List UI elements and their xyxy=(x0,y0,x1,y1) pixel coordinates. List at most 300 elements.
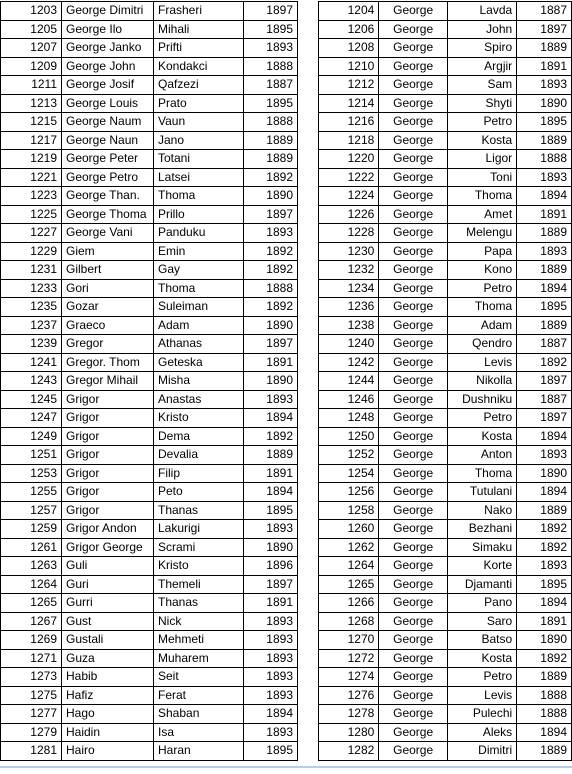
year-cell[interactable]: 1889 xyxy=(244,150,298,169)
last-name-cell[interactable]: Kosta xyxy=(447,649,516,668)
id-cell[interactable]: 1208 xyxy=(319,39,379,58)
year-cell[interactable]: 1897 xyxy=(517,372,572,391)
id-cell[interactable]: 1257 xyxy=(1,501,62,520)
last-name-cell[interactable]: Prato xyxy=(154,94,244,113)
first-name-cell[interactable]: George xyxy=(379,261,448,280)
last-name-cell[interactable]: Frasheri xyxy=(154,2,244,21)
id-cell[interactable]: 1249 xyxy=(1,427,62,446)
first-name-cell[interactable]: George xyxy=(379,742,448,761)
first-name-cell[interactable]: George xyxy=(379,501,448,520)
id-cell[interactable]: 1233 xyxy=(1,279,62,298)
year-cell[interactable]: 1893 xyxy=(244,224,298,243)
first-name-cell[interactable]: George xyxy=(379,94,448,113)
year-cell[interactable]: 1887 xyxy=(517,390,572,409)
last-name-cell[interactable]: Petro xyxy=(447,113,516,132)
last-name-cell[interactable]: Pano xyxy=(447,594,516,613)
last-name-cell[interactable]: Nikolla xyxy=(447,372,516,391)
first-name-cell[interactable]: George xyxy=(379,575,448,594)
last-name-cell[interactable]: Thoma xyxy=(154,187,244,206)
year-cell[interactable]: 1895 xyxy=(517,298,572,317)
first-name-cell[interactable]: George xyxy=(379,557,448,576)
year-cell[interactable]: 1892 xyxy=(244,242,298,261)
last-name-cell[interactable]: Thoma xyxy=(447,464,516,483)
last-name-cell[interactable]: Simaku xyxy=(447,538,516,557)
first-name-cell[interactable]: George xyxy=(379,464,448,483)
id-cell[interactable]: 1246 xyxy=(319,390,379,409)
id-cell[interactable]: 1276 xyxy=(319,686,379,705)
first-name-cell[interactable]: Gurri xyxy=(62,594,154,613)
year-cell[interactable]: 1893 xyxy=(517,242,572,261)
id-cell[interactable]: 1278 xyxy=(319,705,379,724)
last-name-cell[interactable]: Muharem xyxy=(154,649,244,668)
last-name-cell[interactable]: Qendro xyxy=(447,335,516,354)
first-name-cell[interactable]: George xyxy=(379,649,448,668)
year-cell[interactable]: 1893 xyxy=(517,76,572,95)
first-name-cell[interactable]: Grigor xyxy=(62,390,154,409)
id-cell[interactable]: 1206 xyxy=(319,20,379,39)
first-name-cell[interactable]: George xyxy=(379,390,448,409)
id-cell[interactable]: 1270 xyxy=(319,631,379,650)
year-cell[interactable]: 1895 xyxy=(517,113,572,132)
id-cell[interactable]: 1279 xyxy=(1,723,62,742)
id-cell[interactable]: 1266 xyxy=(319,594,379,613)
id-cell[interactable]: 1239 xyxy=(1,335,62,354)
year-cell[interactable]: 1892 xyxy=(517,520,572,539)
year-cell[interactable]: 1891 xyxy=(517,57,572,76)
id-cell[interactable]: 1243 xyxy=(1,372,62,391)
last-name-cell[interactable]: Saro xyxy=(447,612,516,631)
year-cell[interactable]: 1897 xyxy=(244,2,298,21)
id-cell[interactable]: 1234 xyxy=(319,279,379,298)
id-cell[interactable]: 1224 xyxy=(319,187,379,206)
year-cell[interactable]: 1893 xyxy=(517,168,572,187)
last-name-cell[interactable]: Anastas xyxy=(154,390,244,409)
id-cell[interactable]: 1237 xyxy=(1,316,62,335)
first-name-cell[interactable]: George Peter xyxy=(62,150,154,169)
first-name-cell[interactable]: George Naum xyxy=(62,113,154,132)
last-name-cell[interactable]: Thanas xyxy=(154,501,244,520)
year-cell[interactable]: 1889 xyxy=(517,742,572,761)
id-cell[interactable]: 1236 xyxy=(319,298,379,317)
first-name-cell[interactable]: George xyxy=(379,20,448,39)
first-name-cell[interactable]: George xyxy=(379,686,448,705)
id-cell[interactable]: 1250 xyxy=(319,427,379,446)
last-name-cell[interactable]: Sam xyxy=(447,76,516,95)
year-cell[interactable]: 1888 xyxy=(517,705,572,724)
year-cell[interactable]: 1897 xyxy=(244,205,298,224)
year-cell[interactable]: 1894 xyxy=(517,483,572,502)
last-name-cell[interactable]: Prillo xyxy=(154,205,244,224)
id-cell[interactable]: 1247 xyxy=(1,409,62,428)
year-cell[interactable]: 1893 xyxy=(244,39,298,58)
first-name-cell[interactable]: George Janko xyxy=(62,39,154,58)
year-cell[interactable]: 1889 xyxy=(517,39,572,58)
id-cell[interactable]: 1244 xyxy=(319,372,379,391)
last-name-cell[interactable]: Toni xyxy=(447,168,516,187)
last-name-cell[interactable]: Kondakci xyxy=(154,57,244,76)
id-cell[interactable]: 1265 xyxy=(319,575,379,594)
id-cell[interactable]: 1205 xyxy=(1,20,62,39)
first-name-cell[interactable]: George Ilo xyxy=(62,20,154,39)
year-cell[interactable]: 1893 xyxy=(244,686,298,705)
first-name-cell[interactable]: Guza xyxy=(62,649,154,668)
id-cell[interactable]: 1263 xyxy=(1,557,62,576)
last-name-cell[interactable]: Levis xyxy=(447,353,516,372)
first-name-cell[interactable]: George xyxy=(379,2,448,21)
id-cell[interactable]: 1215 xyxy=(1,113,62,132)
last-name-cell[interactable]: Papa xyxy=(447,242,516,261)
first-name-cell[interactable]: George xyxy=(379,242,448,261)
last-name-cell[interactable]: Thoma xyxy=(447,187,516,206)
year-cell[interactable]: 1890 xyxy=(244,316,298,335)
last-name-cell[interactable]: Batso xyxy=(447,631,516,650)
first-name-cell[interactable]: Hago xyxy=(62,705,154,724)
last-name-cell[interactable]: Kosta xyxy=(447,131,516,150)
last-name-cell[interactable]: Lakurigi xyxy=(154,520,244,539)
id-cell[interactable]: 1226 xyxy=(319,205,379,224)
last-name-cell[interactable]: Adam xyxy=(154,316,244,335)
year-cell[interactable]: 1897 xyxy=(517,409,572,428)
id-cell[interactable]: 1216 xyxy=(319,113,379,132)
id-cell[interactable]: 1254 xyxy=(319,464,379,483)
first-name-cell[interactable]: George Dimitri xyxy=(62,2,154,21)
first-name-cell[interactable]: George xyxy=(379,353,448,372)
id-cell[interactable]: 1230 xyxy=(319,242,379,261)
first-name-cell[interactable]: George xyxy=(379,224,448,243)
first-name-cell[interactable]: George xyxy=(379,205,448,224)
id-cell[interactable]: 1275 xyxy=(1,686,62,705)
year-cell[interactable]: 1890 xyxy=(244,187,298,206)
first-name-cell[interactable]: George xyxy=(379,113,448,132)
last-name-cell[interactable]: Nick xyxy=(154,612,244,631)
last-name-cell[interactable]: Shyti xyxy=(447,94,516,113)
first-name-cell[interactable]: George xyxy=(379,483,448,502)
id-cell[interactable]: 1280 xyxy=(319,723,379,742)
last-name-cell[interactable]: Kono xyxy=(447,261,516,280)
first-name-cell[interactable]: Grigor Andon xyxy=(62,520,154,539)
last-name-cell[interactable]: John xyxy=(447,20,516,39)
year-cell[interactable]: 1894 xyxy=(517,427,572,446)
id-cell[interactable]: 1218 xyxy=(319,131,379,150)
last-name-cell[interactable]: Dimitri xyxy=(447,742,516,761)
first-name-cell[interactable]: Gust xyxy=(62,612,154,631)
last-name-cell[interactable]: Amet xyxy=(447,205,516,224)
id-cell[interactable]: 1255 xyxy=(1,483,62,502)
last-name-cell[interactable]: Scrami xyxy=(154,538,244,557)
first-name-cell[interactable]: George xyxy=(379,131,448,150)
id-cell[interactable]: 1272 xyxy=(319,649,379,668)
last-name-cell[interactable]: Qafzezi xyxy=(154,76,244,95)
last-name-cell[interactable]: Seit xyxy=(154,668,244,687)
id-cell[interactable]: 1245 xyxy=(1,390,62,409)
first-name-cell[interactable]: George John xyxy=(62,57,154,76)
year-cell[interactable]: 1887 xyxy=(517,2,572,21)
year-cell[interactable]: 1890 xyxy=(517,631,572,650)
first-name-cell[interactable]: Grigor xyxy=(62,464,154,483)
first-name-cell[interactable]: George xyxy=(379,612,448,631)
year-cell[interactable]: 1891 xyxy=(244,594,298,613)
first-name-cell[interactable]: Grigor xyxy=(62,501,154,520)
last-name-cell[interactable]: Prifti xyxy=(154,39,244,58)
year-cell[interactable]: 1894 xyxy=(517,594,572,613)
last-name-cell[interactable]: Thanas xyxy=(154,594,244,613)
first-name-cell[interactable]: Gregor Mihail xyxy=(62,372,154,391)
id-cell[interactable]: 1277 xyxy=(1,705,62,724)
last-name-cell[interactable]: Gay xyxy=(154,261,244,280)
first-name-cell[interactable]: George Than. xyxy=(62,187,154,206)
first-name-cell[interactable]: Grigor xyxy=(62,446,154,465)
id-cell[interactable]: 1210 xyxy=(319,57,379,76)
year-cell[interactable]: 1891 xyxy=(244,353,298,372)
id-cell[interactable]: 1217 xyxy=(1,131,62,150)
id-cell[interactable]: 1227 xyxy=(1,224,62,243)
id-cell[interactable]: 1223 xyxy=(1,187,62,206)
year-cell[interactable]: 1895 xyxy=(244,742,298,761)
id-cell[interactable]: 1264 xyxy=(319,557,379,576)
first-name-cell[interactable]: Habib xyxy=(62,668,154,687)
id-cell[interactable]: 1269 xyxy=(1,631,62,650)
last-name-cell[interactable]: Anton xyxy=(447,446,516,465)
first-name-cell[interactable]: George Naun xyxy=(62,131,154,150)
id-cell[interactable]: 1209 xyxy=(1,57,62,76)
last-name-cell[interactable]: Themeli xyxy=(154,575,244,594)
last-name-cell[interactable]: Mehmeti xyxy=(154,631,244,650)
last-name-cell[interactable]: Adam xyxy=(447,316,516,335)
id-cell[interactable]: 1212 xyxy=(319,76,379,95)
first-name-cell[interactable]: George xyxy=(379,39,448,58)
last-name-cell[interactable]: Petro xyxy=(447,668,516,687)
last-name-cell[interactable]: Lavda xyxy=(447,2,516,21)
id-cell[interactable]: 1238 xyxy=(319,316,379,335)
first-name-cell[interactable]: Grigor George xyxy=(62,538,154,557)
last-name-cell[interactable]: Aleks xyxy=(447,723,516,742)
id-cell[interactable]: 1265 xyxy=(1,594,62,613)
year-cell[interactable]: 1889 xyxy=(244,446,298,465)
first-name-cell[interactable]: George xyxy=(379,631,448,650)
year-cell[interactable]: 1893 xyxy=(517,446,572,465)
first-name-cell[interactable]: George xyxy=(379,427,448,446)
last-name-cell[interactable]: Dushniku xyxy=(447,390,516,409)
last-name-cell[interactable]: Thoma xyxy=(447,298,516,317)
year-cell[interactable]: 1895 xyxy=(244,501,298,520)
year-cell[interactable]: 1887 xyxy=(244,76,298,95)
id-cell[interactable]: 1207 xyxy=(1,39,62,58)
year-cell[interactable]: 1889 xyxy=(517,501,572,520)
last-name-cell[interactable]: Emin xyxy=(154,242,244,261)
year-cell[interactable]: 1892 xyxy=(244,168,298,187)
id-cell[interactable]: 1219 xyxy=(1,150,62,169)
last-name-cell[interactable]: Latsei xyxy=(154,168,244,187)
year-cell[interactable]: 1894 xyxy=(517,279,572,298)
last-name-cell[interactable]: Petro xyxy=(447,279,516,298)
first-name-cell[interactable]: George Petro xyxy=(62,168,154,187)
id-cell[interactable]: 1282 xyxy=(319,742,379,761)
year-cell[interactable]: 1893 xyxy=(244,668,298,687)
first-name-cell[interactable]: Gregor. Thom xyxy=(62,353,154,372)
first-name-cell[interactable]: George xyxy=(379,409,448,428)
id-cell[interactable]: 1253 xyxy=(1,464,62,483)
year-cell[interactable]: 1896 xyxy=(244,557,298,576)
year-cell[interactable]: 1891 xyxy=(517,205,572,224)
year-cell[interactable]: 1894 xyxy=(517,187,572,206)
year-cell[interactable]: 1893 xyxy=(244,631,298,650)
first-name-cell[interactable]: George xyxy=(379,279,448,298)
id-cell[interactable]: 1281 xyxy=(1,742,62,761)
id-cell[interactable]: 1274 xyxy=(319,668,379,687)
year-cell[interactable]: 1888 xyxy=(517,686,572,705)
id-cell[interactable]: 1267 xyxy=(1,612,62,631)
year-cell[interactable]: 1893 xyxy=(244,390,298,409)
last-name-cell[interactable]: Melengu xyxy=(447,224,516,243)
year-cell[interactable]: 1895 xyxy=(244,94,298,113)
first-name-cell[interactable]: Hafiz xyxy=(62,686,154,705)
last-name-cell[interactable]: Tutulani xyxy=(447,483,516,502)
id-cell[interactable]: 1203 xyxy=(1,2,62,21)
first-name-cell[interactable]: George xyxy=(379,150,448,169)
first-name-cell[interactable]: George xyxy=(379,520,448,539)
last-name-cell[interactable]: Totani xyxy=(154,150,244,169)
id-cell[interactable]: 1213 xyxy=(1,94,62,113)
last-name-cell[interactable]: Suleiman xyxy=(154,298,244,317)
year-cell[interactable]: 1893 xyxy=(244,649,298,668)
last-name-cell[interactable]: Djamanti xyxy=(447,575,516,594)
id-cell[interactable]: 1221 xyxy=(1,168,62,187)
first-name-cell[interactable]: George Vani xyxy=(62,224,154,243)
id-cell[interactable]: 1260 xyxy=(319,520,379,539)
year-cell[interactable]: 1890 xyxy=(517,464,572,483)
year-cell[interactable]: 1888 xyxy=(244,113,298,132)
year-cell[interactable]: 1894 xyxy=(244,705,298,724)
last-name-cell[interactable]: Mihali xyxy=(154,20,244,39)
year-cell[interactable]: 1888 xyxy=(244,57,298,76)
first-name-cell[interactable]: George xyxy=(379,705,448,724)
id-cell[interactable]: 1261 xyxy=(1,538,62,557)
last-name-cell[interactable]: Misha xyxy=(154,372,244,391)
first-name-cell[interactable]: Giem xyxy=(62,242,154,261)
last-name-cell[interactable]: Jano xyxy=(154,131,244,150)
year-cell[interactable]: 1893 xyxy=(244,723,298,742)
year-cell[interactable]: 1890 xyxy=(244,372,298,391)
first-name-cell[interactable]: George xyxy=(379,57,448,76)
id-cell[interactable]: 1240 xyxy=(319,335,379,354)
first-name-cell[interactable]: Gori xyxy=(62,279,154,298)
year-cell[interactable]: 1897 xyxy=(517,20,572,39)
first-name-cell[interactable]: Gozar xyxy=(62,298,154,317)
year-cell[interactable]: 1895 xyxy=(517,575,572,594)
id-cell[interactable]: 1231 xyxy=(1,261,62,280)
first-name-cell[interactable]: Graeco xyxy=(62,316,154,335)
first-name-cell[interactable]: George xyxy=(379,538,448,557)
id-cell[interactable]: 1220 xyxy=(319,150,379,169)
year-cell[interactable]: 1892 xyxy=(244,427,298,446)
last-name-cell[interactable]: Spiro xyxy=(447,39,516,58)
first-name-cell[interactable]: George xyxy=(379,668,448,687)
id-cell[interactable]: 1251 xyxy=(1,446,62,465)
year-cell[interactable]: 1890 xyxy=(244,538,298,557)
first-name-cell[interactable]: George xyxy=(379,298,448,317)
first-name-cell[interactable]: George xyxy=(379,446,448,465)
last-name-cell[interactable]: Shaban xyxy=(154,705,244,724)
year-cell[interactable]: 1889 xyxy=(244,131,298,150)
last-name-cell[interactable]: Argjir xyxy=(447,57,516,76)
first-name-cell[interactable]: George Louis xyxy=(62,94,154,113)
first-name-cell[interactable]: George Thoma xyxy=(62,205,154,224)
year-cell[interactable]: 1893 xyxy=(244,612,298,631)
year-cell[interactable]: 1891 xyxy=(244,464,298,483)
first-name-cell[interactable]: George Josif xyxy=(62,76,154,95)
last-name-cell[interactable]: Pulechi xyxy=(447,705,516,724)
year-cell[interactable]: 1889 xyxy=(517,316,572,335)
id-cell[interactable]: 1241 xyxy=(1,353,62,372)
id-cell[interactable]: 1262 xyxy=(319,538,379,557)
first-name-cell[interactable]: Grigor xyxy=(62,427,154,446)
id-cell[interactable]: 1252 xyxy=(319,446,379,465)
last-name-cell[interactable]: Athanas xyxy=(154,335,244,354)
id-cell[interactable]: 1259 xyxy=(1,520,62,539)
first-name-cell[interactable]: George xyxy=(379,168,448,187)
id-cell[interactable]: 1248 xyxy=(319,409,379,428)
first-name-cell[interactable]: George xyxy=(379,187,448,206)
first-name-cell[interactable]: Haidin xyxy=(62,723,154,742)
first-name-cell[interactable]: George xyxy=(379,76,448,95)
year-cell[interactable]: 1889 xyxy=(517,261,572,280)
first-name-cell[interactable]: Grigor xyxy=(62,409,154,428)
id-cell[interactable]: 1225 xyxy=(1,205,62,224)
first-name-cell[interactable]: George xyxy=(379,372,448,391)
first-name-cell[interactable]: Gregor xyxy=(62,335,154,354)
year-cell[interactable]: 1888 xyxy=(244,279,298,298)
year-cell[interactable]: 1890 xyxy=(517,94,572,113)
year-cell[interactable]: 1895 xyxy=(244,20,298,39)
last-name-cell[interactable]: Ferat xyxy=(154,686,244,705)
year-cell[interactable]: 1892 xyxy=(244,298,298,317)
id-cell[interactable]: 1204 xyxy=(319,2,379,21)
year-cell[interactable]: 1893 xyxy=(244,520,298,539)
id-cell[interactable]: 1268 xyxy=(319,612,379,631)
last-name-cell[interactable]: Filip xyxy=(154,464,244,483)
year-cell[interactable]: 1889 xyxy=(517,668,572,687)
last-name-cell[interactable]: Dema xyxy=(154,427,244,446)
id-cell[interactable]: 1264 xyxy=(1,575,62,594)
last-name-cell[interactable]: Isa xyxy=(154,723,244,742)
first-name-cell[interactable]: George xyxy=(379,335,448,354)
year-cell[interactable]: 1894 xyxy=(244,409,298,428)
last-name-cell[interactable]: Levis xyxy=(447,686,516,705)
last-name-cell[interactable]: Geteska xyxy=(154,353,244,372)
year-cell[interactable]: 1889 xyxy=(517,224,572,243)
last-name-cell[interactable]: Panduku xyxy=(154,224,244,243)
id-cell[interactable]: 1242 xyxy=(319,353,379,372)
year-cell[interactable]: 1892 xyxy=(517,353,572,372)
year-cell[interactable]: 1892 xyxy=(517,538,572,557)
id-cell[interactable]: 1222 xyxy=(319,168,379,187)
year-cell[interactable]: 1889 xyxy=(517,131,572,150)
id-cell[interactable]: 1256 xyxy=(319,483,379,502)
year-cell[interactable]: 1892 xyxy=(517,649,572,668)
id-cell[interactable]: 1232 xyxy=(319,261,379,280)
first-name-cell[interactable]: George xyxy=(379,723,448,742)
last-name-cell[interactable]: Haran xyxy=(154,742,244,761)
id-cell[interactable]: 1273 xyxy=(1,668,62,687)
first-name-cell[interactable]: George xyxy=(379,316,448,335)
id-cell[interactable]: 1229 xyxy=(1,242,62,261)
last-name-cell[interactable]: Kristo xyxy=(154,557,244,576)
last-name-cell[interactable]: Ligor xyxy=(447,150,516,169)
last-name-cell[interactable]: Peto xyxy=(154,483,244,502)
year-cell[interactable]: 1888 xyxy=(517,150,572,169)
id-cell[interactable]: 1228 xyxy=(319,224,379,243)
id-cell[interactable]: 1271 xyxy=(1,649,62,668)
